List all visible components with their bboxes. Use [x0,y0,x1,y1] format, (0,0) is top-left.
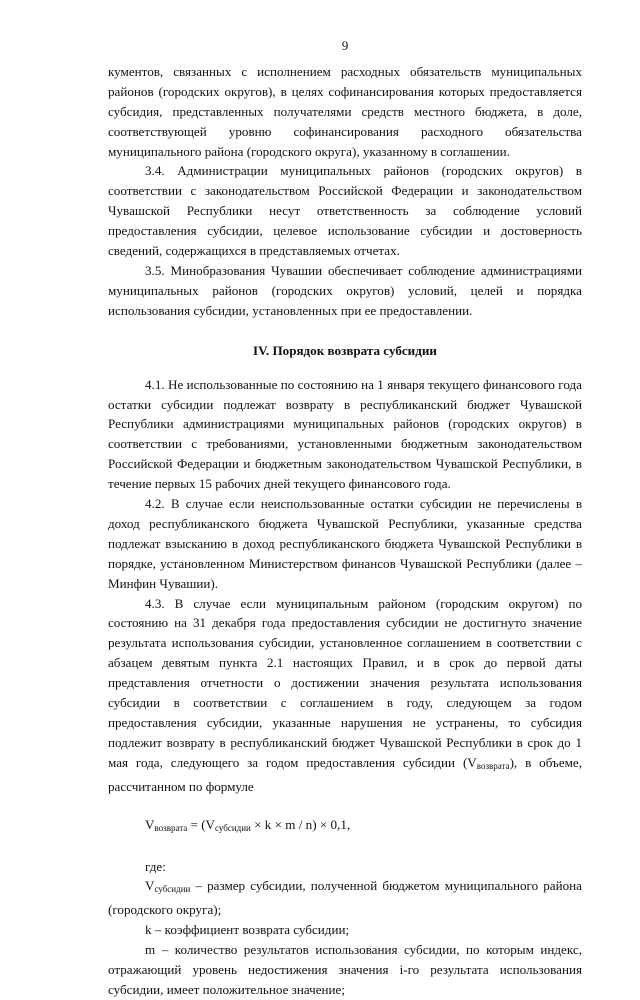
paragraph-4-1: 4.1. Не использованные по состоянию на 1 января текущего финансового года остатки субсидии подлежат возврату в республиканский бюджет Чувашской Республики администрациями муниципальных районов (городских округов) в соответствии с требованиями, установленными бюджетным законодательством Российской Федерации и бюджетным законодательством Чувашской Республики, в течение первых 15 рабочих дней текущего финансового года. [108,376,582,492]
where-label: где: [145,858,166,874]
paragraph-4-3-text: 4.3. В случае если муниципальным районом (городским округом) по состоянию на 31 декабря года предоставления субсидии не достигнуто значение результата использования субсидии, установленное соглашением в соответствии с абзацем девятым пункта 2.1 настоящих Правил, и в срок до первой даты представления отчетности о достижении значения результата использования субсидии в соответствии с соглашением в году, следующем за годом предоставления субсидии, указанные нарушения не устранены, то субсидия подлежит возврату в республиканский бюджет Чувашской Республики в срок до 1 мая года, следующего за годом предоставления субсидии (V [108,595,582,770]
paragraph-4-3 [108,594,582,797]
definition-symbol: V [145,878,155,894]
definition-text: – коэффициент возврата субсидии; [151,922,350,938]
formula-sub-return: возврата [154,822,188,833]
definition-text: – размер субсидии, полученной бюджетом муниципального района (городского округа); [108,878,582,918]
paragraph-4-2: 4.2. В случае если неиспользованные остатки субсидии не перечислены в доход республиканского бюджета Чувашской Республики, указанные средства подлежат взысканию в доход республиканского бюджета Чувашской Республики в порядке, установленном Министерством финансов Чувашской Республики (далее – Минфин Чувашии). [108,496,582,591]
formula-sub-subsidy: субсидии [215,822,251,833]
paragraph-4-3-tail: ), в объеме, рассчитанном по формуле [108,754,583,794]
formula-rest: × k × m / n) × 0,1, [250,816,351,832]
page-number: 9 [341,38,349,53]
paragraph-3-5: 3.5. Минобразования Чувашии обеспечивает соблюдение администрациями муниципальных районов (городских округов) условий, целей и порядка использования субсидии, установленных при ее предоставлении. [108,262,582,318]
paragraph-3-4: 3.4. Администрации муниципальных районов (городских округов) в соответствии с законодательством Российской Федерации и законодательством Чувашской Республики несут ответственность за соблюдение условий предоставления субсидии, целевое использование субсидии и достоверность сведений, содержащихся в представляемых отчетах. [108,163,582,259]
formula-eq-open: = (V [187,816,216,832]
definition-symbol: k [145,922,152,938]
section-heading: IV. Порядок возврата субсидии [253,342,437,358]
formula-v: V [145,816,155,832]
paragraph-continuation: кументов, связанных с исполнением расходных обязательств муниципальных районов (городских округов), в целях софинансирования которых предоставляется субсидия, представленных получателями средств местного бюджета, в доле, соответствующей уровню софинансирования расходного обязательства муниципального района (городского округа), указанному в соглашении. [108,63,582,159]
definition-subscript: субсидии [154,884,191,895]
paragraph-4-3-subscript: возврата [476,760,510,771]
definition-symbol: m [145,942,156,958]
definition-text: – количество результатов использования субсидии, по которым индекс, отражающий уровень недостижения значения i-го результата использования субсидии, имеет положительное значение; [108,942,582,997]
definition-m [108,940,582,1000]
definition-k [108,920,582,940]
definition-v-subsidy [108,876,582,920]
return-formula [145,815,582,839]
